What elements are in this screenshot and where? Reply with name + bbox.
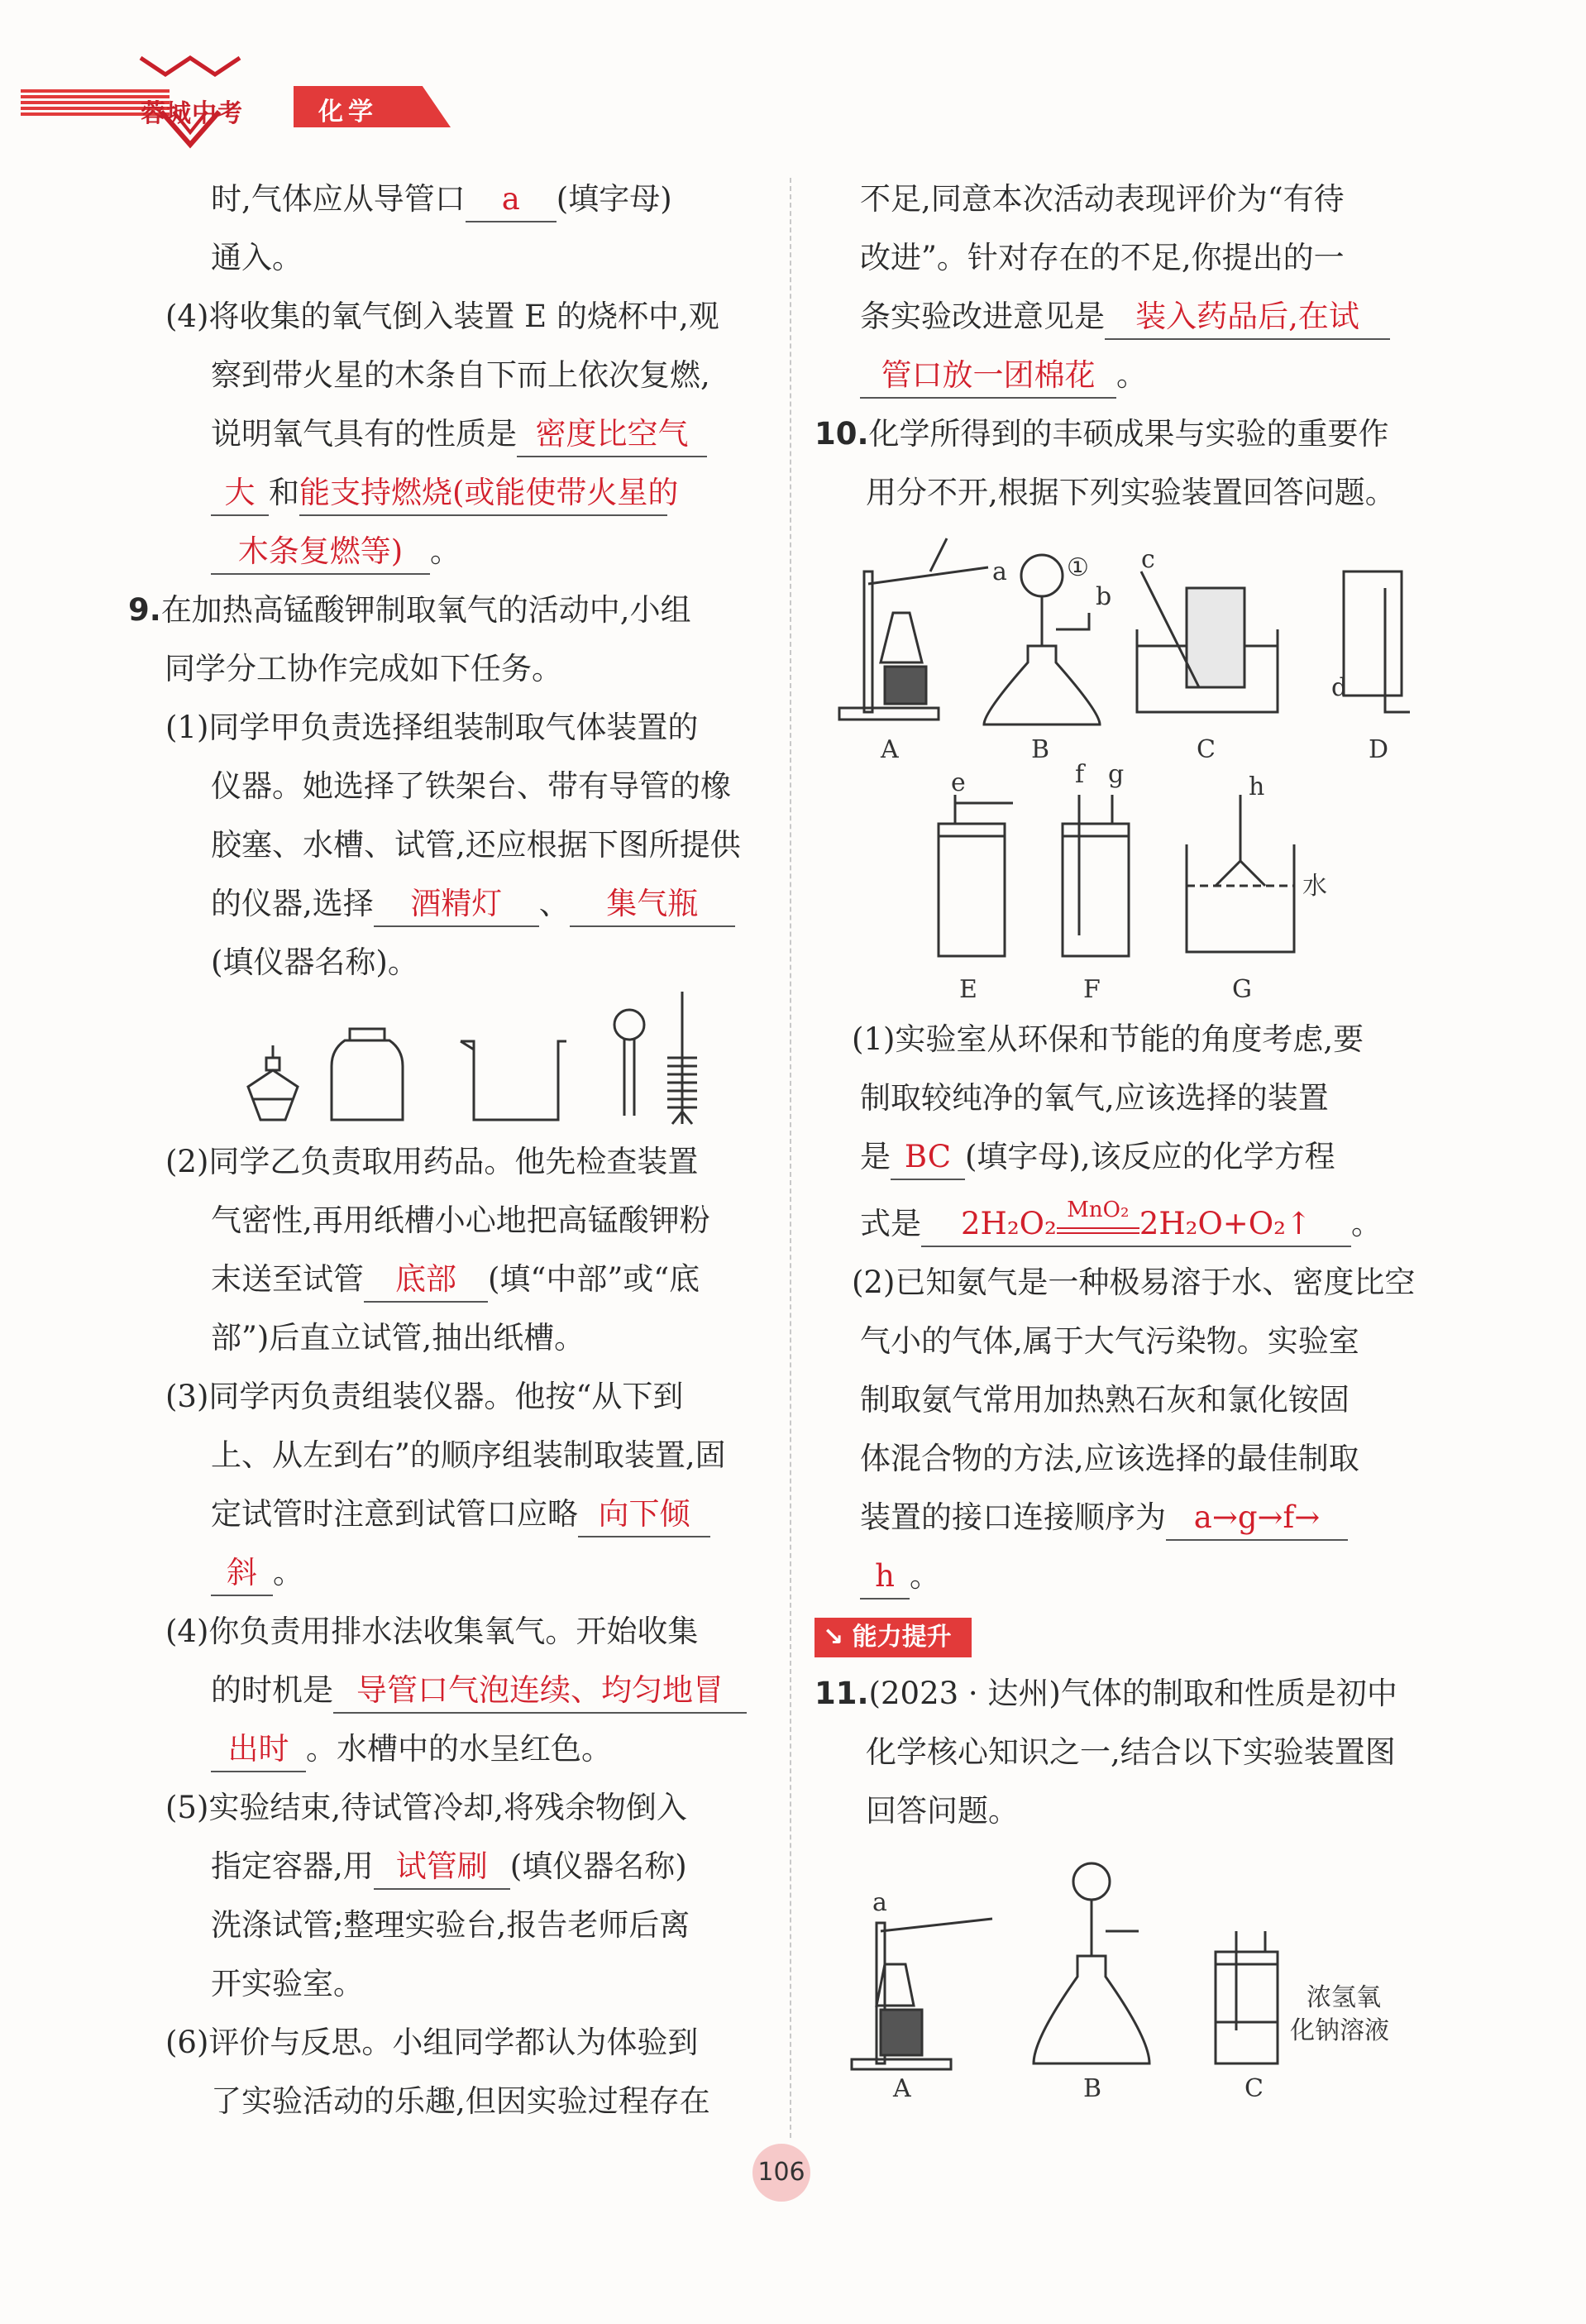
text-line: (4)将收集的氧气倒入装置 E 的烧杯中,观 — [165, 299, 719, 334]
apparatus-c-icon — [1137, 571, 1278, 712]
subject-label: 化学 — [318, 98, 378, 127]
fig-label: a — [872, 1888, 887, 1917]
answer-blank: 装入药品后,在试 — [1105, 295, 1390, 340]
text-line: 大 和能支持燃烧(或能使带火星的 — [128, 463, 757, 522]
fig-label: C — [1197, 735, 1216, 764]
answer-blank: 大 — [211, 471, 269, 516]
page-header — [21, 50, 451, 149]
fig-label: D — [1369, 735, 1389, 764]
apparatus-figure-q11 — [814, 1840, 1451, 2105]
answer-blank: 管口放一团棉花 — [860, 354, 1116, 399]
question-number: 9. — [128, 592, 161, 628]
question-11-line: 11.(2023 · 达州)气体的制取和性质是初中 — [814, 1676, 1397, 1711]
fig-label: f — [1075, 760, 1085, 789]
fig-label: g — [1108, 760, 1125, 789]
apparatus-f-icon — [1063, 795, 1129, 956]
right-column — [814, 170, 1451, 2105]
apparatus-b-icon — [1034, 1863, 1149, 2063]
apparatus-d-icon — [1344, 571, 1410, 712]
answer-blank: 向下倾 — [578, 1493, 710, 1537]
apparatus-figure-q10 — [814, 522, 1451, 1010]
text-line: 不足,同意本次活动表现评价为“有待 — [860, 181, 1345, 217]
text-line: 改进”。针对存在的不足,你提出的一 — [860, 240, 1345, 275]
gas-jar-icon — [332, 1029, 403, 1120]
question-9-line: 9.在加热高锰酸钾制取氧气的活动中,小组 — [128, 592, 691, 628]
brand-logo-text: 蓉城中考 — [141, 99, 243, 128]
text-line: 体混合物的方法,应该选择的最佳制取 — [860, 1441, 1359, 1476]
answer-blank: a — [466, 178, 557, 222]
text-line: 了实验活动的乐趣,但因实验过程存在 — [211, 2083, 710, 2119]
text-line: 末送至试管 底部 (填“中部”或“底 — [128, 1250, 757, 1308]
text-line: (3)同学丙负责组装仪器。他按“从下到 — [165, 1379, 684, 1414]
page-number: 106 — [752, 2144, 810, 2202]
text-line: 部”)后直立试管,抽出纸槽。 — [211, 1320, 585, 1356]
fig-label: C — [1244, 2074, 1264, 2103]
text-line: 指定容器,用 试管刷 (填仪器名称) — [128, 1837, 757, 1896]
left-column — [128, 170, 757, 2130]
apparatus-e-icon — [939, 795, 1013, 956]
test-tube-brush-icon — [667, 992, 697, 1124]
fig-label: 浓氢氧 — [1307, 1983, 1381, 2012]
column-divider — [790, 178, 791, 2138]
answer-blank: 能支持燃烧(或能使带火星的 — [299, 471, 667, 516]
text-line: 制取氨气常用加热熟石灰和氯化铵固 — [860, 1382, 1350, 1418]
text-line: 条实验改进意见是 装入药品后,在试 — [814, 287, 1451, 346]
fig-label: 化钠溶液 — [1290, 2016, 1389, 2045]
text-line: h 。 — [814, 1547, 1451, 1605]
apparatus-a-icon — [852, 1919, 992, 2069]
question-10-line: 10.化学所得到的丰硕成果与实验的重要作 — [814, 416, 1389, 452]
apparatus-c-icon — [1216, 1931, 1278, 2063]
chemical-equation: 2H₂O₂ MnO₂ 2H₂O+O₂↑ — [961, 1198, 1311, 1241]
fig-label: G — [1232, 975, 1252, 1004]
text-line: 斜 。 — [128, 1543, 757, 1602]
fig-label: F — [1083, 975, 1101, 1004]
alcohol-lamp-icon — [248, 1045, 298, 1120]
long-neck-flask-icon — [614, 1010, 644, 1116]
text-line: 化学核心知识之一,结合以下实验装置图 — [866, 1734, 1396, 1770]
answer-blank: 密度比空气 — [517, 413, 707, 457]
answer-blank: 木条复燃等) — [211, 530, 430, 575]
text-line: 是 BC (填字母),该反应的化学方程 — [814, 1127, 1451, 1186]
text-line: (5)实验结束,待试管冷却,将残余物倒入 — [165, 1790, 687, 1825]
answer-blank: a→g→f→ — [1166, 1496, 1348, 1541]
text-line: 胶塞、水槽、试管,还应根据下图所提供 — [211, 827, 741, 863]
text-line: (1)同学甲负责选择组装制取气体装置的 — [165, 710, 699, 745]
answer-blank: BC — [891, 1136, 965, 1180]
fig-label: A — [881, 735, 899, 764]
fig-label: B — [1083, 2074, 1102, 2103]
instruments-figure — [128, 992, 757, 1132]
text-line: 木条复燃等) 。 — [128, 522, 757, 581]
answer-blank: 底部 — [364, 1258, 488, 1303]
fig-label: h — [1249, 772, 1265, 801]
apparatus-g-icon — [1187, 795, 1294, 952]
text-line: 气密性,再用纸槽小心地把高锰酸钾粉 — [211, 1203, 710, 1238]
fig-label: d — [1331, 673, 1348, 702]
section-heading: ↘ 能力提升 — [814, 1605, 1451, 1664]
text-line: (2)已知氨气是一种极易溶于水、密度比空 — [852, 1265, 1416, 1300]
answer-blank — [921, 1198, 1351, 1247]
text-line: 时,气体应从导管口 a (填字母) — [128, 170, 757, 228]
text-line: 的时机是 导管口气泡连续、均匀地冒 — [128, 1661, 757, 1719]
answer-blank: 导管口气泡连续、均匀地冒 — [333, 1669, 747, 1714]
text-line: 用分不开,根据下列实验装置回答问题。 — [866, 475, 1396, 510]
text-line: 装置的接口连接顺序为 a→g→f→ — [814, 1488, 1451, 1547]
text-line: 气小的气体,属于大气污染物。实验室 — [860, 1323, 1359, 1359]
answer-blank: 试管刷 — [374, 1845, 510, 1890]
fig-label: c — [1141, 545, 1155, 574]
answer-blank: h — [860, 1555, 910, 1600]
fig-label: A — [893, 2074, 911, 2103]
fig-label: ① — [1067, 553, 1089, 582]
answer-blank: 集气瓶 — [570, 882, 735, 927]
text-line: 定试管时注意到试管口应略 向下倾 — [128, 1485, 757, 1543]
text-line: 通入。 — [211, 240, 303, 275]
text-line: 察到带火星的木条自下而上依次复燃, — [211, 357, 710, 393]
fig-label: 水 — [1302, 872, 1327, 901]
text-line: 式是 2H₂O₂ MnO₂ 2H₂O+O₂↑ 。 — [814, 1194, 1451, 1253]
text-line: 洗涤试管;整理实验台,报告老师后离 — [211, 1907, 690, 1943]
text-line: 说明氧气具有的性质是 密度比空气 — [128, 404, 757, 463]
text-line: 上、从左到右”的顺序组装制取装置,固 — [211, 1437, 726, 1473]
text-line: 回答问题。 — [866, 1793, 1019, 1829]
apparatus-a-icon — [839, 538, 988, 720]
question-number: 10. — [814, 416, 869, 452]
fig-label: E — [959, 975, 977, 1004]
answer-blank: 出时 — [211, 1728, 306, 1772]
equation-arrow: MnO₂ — [1057, 1221, 1139, 1234]
text-line: 仪器。她选择了铁架台、带有导管的橡 — [211, 768, 731, 804]
fig-label: e — [951, 768, 966, 797]
text-line: (填仪器名称)。 — [211, 944, 418, 980]
question-number: 11. — [814, 1676, 869, 1711]
fig-label: a — [992, 557, 1007, 586]
text-line: 制取较纯净的氧气,应该选择的装置 — [860, 1080, 1329, 1116]
text-line: 同学分工协作完成如下任务。 — [165, 651, 562, 686]
text-line: (4)你负责用排水法收集氧气。开始收集 — [165, 1614, 699, 1649]
beaker-icon — [461, 1041, 566, 1120]
answer-blank: 酒精灯 — [374, 882, 539, 927]
text-line: 的仪器,选择 酒精灯 、 集气瓶 — [128, 874, 757, 933]
fig-label: b — [1096, 582, 1112, 611]
answer-blank: 斜 — [211, 1552, 273, 1596]
text-line: (6)评价与反思。小组同学都认为体验到 — [165, 2025, 699, 2060]
text-line: (2)同学乙负责取用药品。他先检查装置 — [165, 1144, 699, 1179]
text-line: 管口放一团棉花 。 — [814, 346, 1451, 404]
fig-label: B — [1031, 735, 1050, 764]
text-line: (1)实验室从环保和节能的角度考虑,要 — [852, 1021, 1364, 1057]
text-line: 出时 。水槽中的水呈红色。 — [128, 1719, 757, 1778]
arrow-icon: ↘ — [823, 1623, 853, 1652]
text-line: 开实验室。 — [211, 1966, 364, 2001]
